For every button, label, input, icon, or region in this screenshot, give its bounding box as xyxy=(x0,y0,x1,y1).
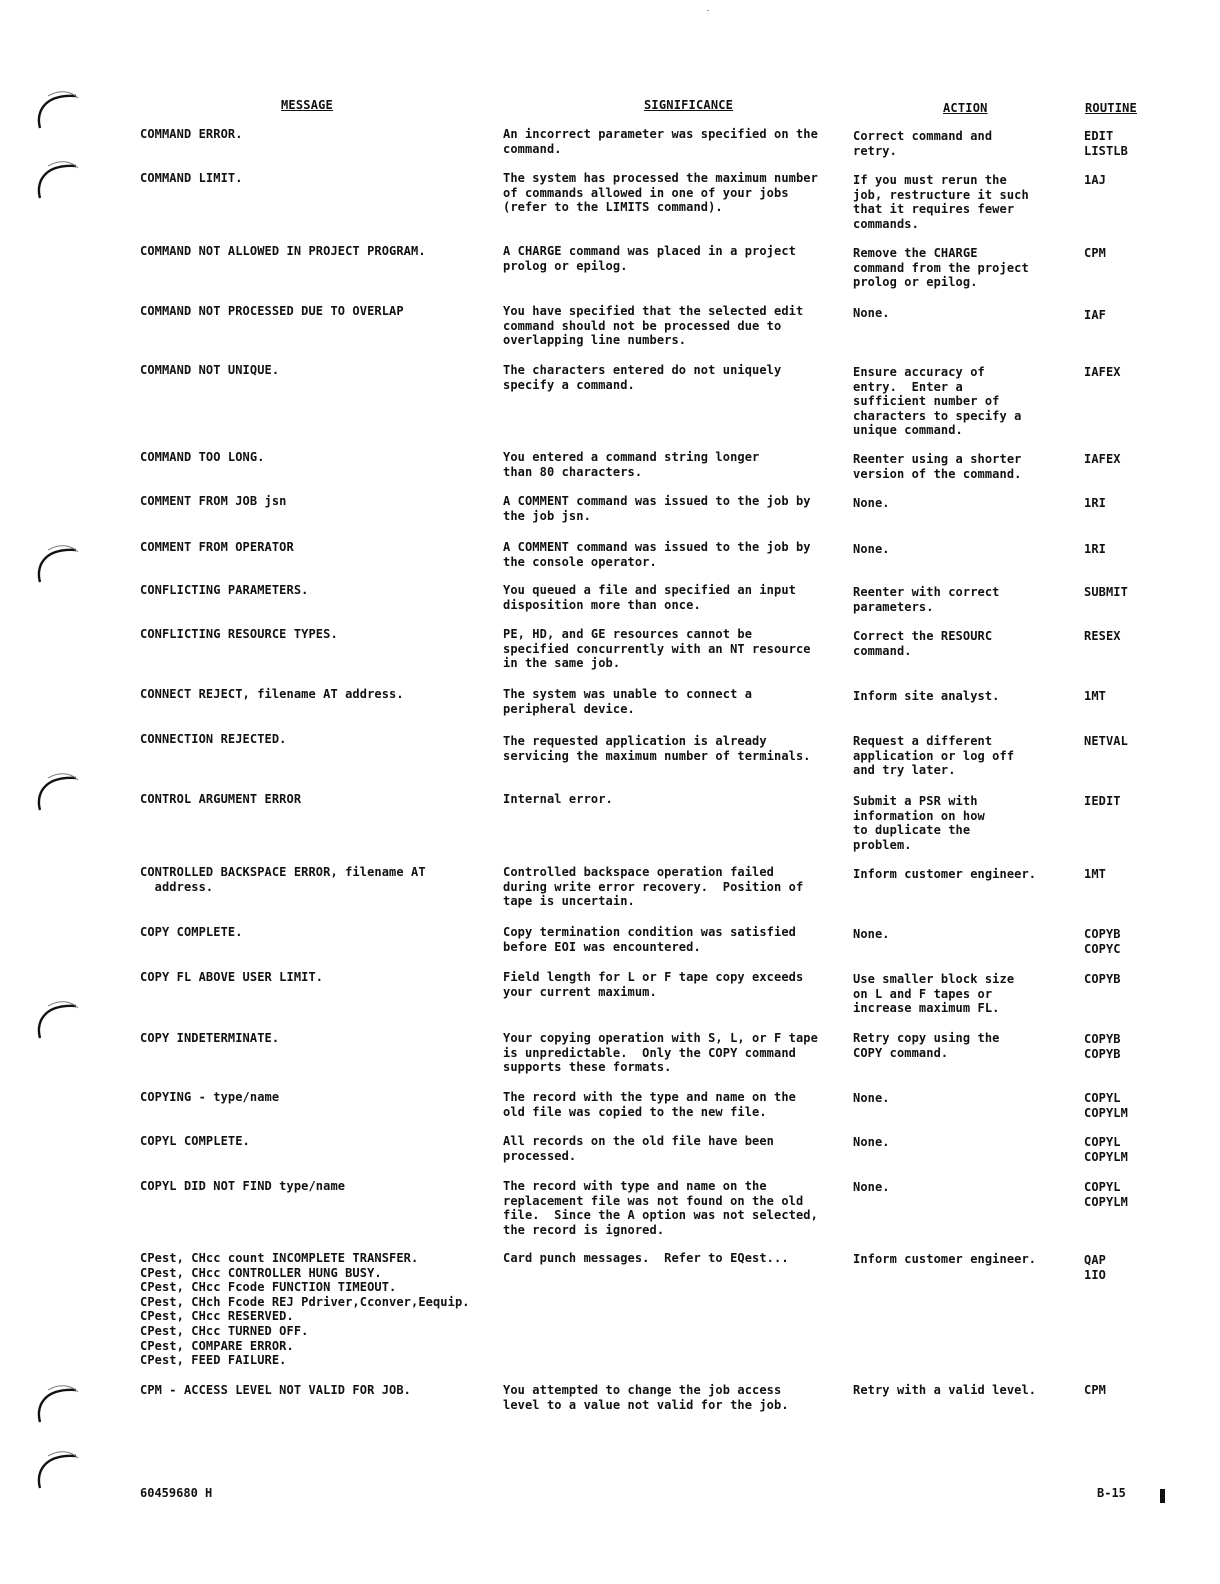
routine-cell: COPYB COPYC xyxy=(1084,927,1121,956)
routine-cell: CPM xyxy=(1084,1383,1106,1397)
message-cell: CPM - ACCESS LEVEL NOT VALID FOR JOB. xyxy=(140,1383,412,1397)
significance-cell: Internal error. xyxy=(503,792,613,806)
routine-cell: IAFEX xyxy=(1084,365,1121,379)
routine-cell: COPYL COPYLM xyxy=(1084,1091,1128,1120)
routine-cell: IAFEX xyxy=(1084,452,1121,466)
significance-cell: You have specified that the selected edit command should not be processed due to overlapping line numbers. xyxy=(503,304,804,348)
message-cell: COMMAND NOT PROCESSED DUE TO OVERLAP xyxy=(140,304,404,318)
significance-cell: The system was unable to connect a peripheral device. xyxy=(503,687,753,716)
message-cell: COMMAND LIMIT. xyxy=(140,171,243,185)
significance-cell: Field length for L or F tape copy exceeds your current maximum. xyxy=(503,970,804,999)
significance-cell: Card punch messages. Refer to EQest... xyxy=(503,1251,789,1265)
header-routine: ROUTINE xyxy=(1085,101,1137,115)
message-cell: CONTROLLED BACKSPACE ERROR, filename AT address. xyxy=(140,865,426,894)
message-cell: CONNECTION REJECTED. xyxy=(140,732,287,746)
binder-hole-icon xyxy=(34,154,82,202)
routine-cell: EDIT LISTLB xyxy=(1084,129,1128,158)
message-cell: CONNECT REJECT, filename AT address. xyxy=(140,687,404,701)
message-cell: COMMAND NOT UNIQUE. xyxy=(140,363,280,377)
action-cell: Ensure accuracy of entry. Enter a sufficient number of characters to specify a unique command. xyxy=(853,365,1022,438)
action-cell: If you must rerun the job, restructure it such that it requires fewer commands. xyxy=(853,173,1029,231)
significance-cell: An incorrect parameter was specified on the command. xyxy=(503,127,818,156)
binder-hole-icon xyxy=(34,1378,82,1426)
message-cell: COMMAND TOO LONG. xyxy=(140,450,265,464)
message-cell: CONFLICTING PARAMETERS. xyxy=(140,583,309,597)
message-cell: COPY COMPLETE. xyxy=(140,925,243,939)
message-cell: COMMENT FROM OPERATOR xyxy=(140,540,294,554)
message-cell: CONFLICTING RESOURCE TYPES. xyxy=(140,627,338,641)
significance-cell: A COMMENT command was issued to the job by the job jsn. xyxy=(503,494,811,523)
change-bar xyxy=(1160,1489,1165,1503)
action-cell: None. xyxy=(853,496,890,510)
routine-cell: COPYL COPYLM xyxy=(1084,1135,1128,1164)
action-cell: None. xyxy=(853,1180,890,1194)
message-cell: COMMAND NOT ALLOWED IN PROJECT PROGRAM. xyxy=(140,244,426,258)
action-cell: Inform site analyst. xyxy=(853,689,1000,703)
message-cell: CONTROL ARGUMENT ERROR xyxy=(140,792,302,806)
document-number: 60459680 H xyxy=(140,1486,213,1500)
action-cell: Submit a PSR with information on how to duplicate the problem. xyxy=(853,794,985,852)
binder-hole-icon xyxy=(34,766,82,814)
message-cell: COPY FL ABOVE USER LIMIT. xyxy=(140,970,324,984)
routine-cell: 1RI xyxy=(1084,542,1106,556)
significance-cell: The system has processed the maximum number of commands allowed in one of your jobs (refer to the LIMITS command). xyxy=(503,171,818,215)
header-message: MESSAGE xyxy=(281,98,333,112)
message-cell: COPY INDETERMINATE. xyxy=(140,1031,280,1045)
action-cell: Correct command and retry. xyxy=(853,129,993,158)
significance-cell: Your copying operation with S, L, or F tape is unpredictable. Only the COPY command supports these formats. xyxy=(503,1031,818,1075)
significance-cell: You entered a command string longer than 80 characters. xyxy=(503,450,760,479)
binder-hole-icon xyxy=(34,1444,82,1492)
routine-cell: 1RI xyxy=(1084,496,1106,510)
binder-hole-icon xyxy=(34,994,82,1042)
routine-cell: COPYB COPYB xyxy=(1084,1032,1121,1061)
routine-cell: CPM xyxy=(1084,246,1106,260)
action-cell: Retry with a valid level. xyxy=(853,1383,1037,1397)
message-cell: COPYL COMPLETE. xyxy=(140,1134,250,1148)
routine-cell: 1MT xyxy=(1084,689,1106,703)
action-cell: Inform customer engineer. xyxy=(853,867,1037,881)
action-cell: Reenter with correct parameters. xyxy=(853,585,1000,614)
action-cell: None. xyxy=(853,1135,890,1149)
action-cell: None. xyxy=(853,306,890,320)
binder-hole-icon xyxy=(34,84,82,132)
page-number: B-15 xyxy=(1097,1486,1126,1500)
action-cell: Retry copy using the COPY command. xyxy=(853,1031,1000,1060)
routine-cell: SUBMIT xyxy=(1084,585,1128,599)
header-action: ACTION xyxy=(943,101,988,115)
routine-cell: COPYB xyxy=(1084,972,1121,986)
significance-cell: The characters entered do not uniquely specify a command. xyxy=(503,363,782,392)
significance-cell: Controlled backspace operation failed during write error recovery. Position of tape is uncertain. xyxy=(503,865,804,909)
action-cell: Reenter using a shorter version of the command. xyxy=(853,452,1022,481)
significance-cell: The record with the type and name on the old file was copied to the new file. xyxy=(503,1090,796,1119)
routine-cell: 1AJ xyxy=(1084,173,1106,187)
header-significance: SIGNIFICANCE xyxy=(644,98,734,112)
routine-cell: IEDIT xyxy=(1084,794,1121,808)
scan-speck xyxy=(707,10,709,11)
significance-cell: A CHARGE command was placed in a project prolog or epilog. xyxy=(503,244,796,273)
significance-cell: Copy termination condition was satisfied before EOI was encountered. xyxy=(503,925,796,954)
routine-cell: NETVAL xyxy=(1084,734,1128,748)
action-cell: Inform customer engineer. xyxy=(853,1252,1037,1266)
routine-cell: COPYL COPYLM xyxy=(1084,1180,1128,1209)
action-cell: None. xyxy=(853,1091,890,1105)
significance-cell: You attempted to change the job access level to a value not valid for the job. xyxy=(503,1383,789,1412)
significance-cell: You queued a file and specified an input disposition more than once. xyxy=(503,583,796,612)
action-cell: None. xyxy=(853,927,890,941)
message-cell: CPest, CHcc count INCOMPLETE TRANSFER. CPest, CHcc CONTROLLER HUNG BUSY. CPest, CHcc Fcode FUNCTION TIMEOUT. CPest, CHch Fcode REJ Pdriver,Cconver,Eequip. CPest, CHcc RESERVED. CPest, CHcc TURNED OFF. CPest, COMPARE ERROR. CPest, FEED FAILURE. xyxy=(140,1251,470,1368)
action-cell: Use smaller block size on L and F tapes or increase maximum FL. xyxy=(853,972,1015,1016)
routine-cell: 1MT xyxy=(1084,867,1106,881)
routine-cell: QAP 1IO xyxy=(1084,1253,1106,1282)
routine-cell: IAF xyxy=(1084,308,1106,322)
routine-cell: RESEX xyxy=(1084,629,1121,643)
significance-cell: A COMMENT command was issued to the job by the console operator. xyxy=(503,540,811,569)
significance-cell: The record with type and name on the replacement file was not found on the old file. Since the A option was not selected, the record is ignored. xyxy=(503,1179,818,1237)
action-cell: None. xyxy=(853,542,890,556)
message-cell: COPYING - type/name xyxy=(140,1090,280,1104)
binder-hole-icon xyxy=(34,538,82,586)
message-cell: COPYL DID NOT FIND type/name xyxy=(140,1179,346,1193)
message-cell: COMMAND ERROR. xyxy=(140,127,243,141)
significance-cell: All records on the old file have been processed. xyxy=(503,1134,775,1163)
action-cell: Request a different application or log off and try later. xyxy=(853,734,1015,778)
significance-cell: PE, HD, and GE resources cannot be specified concurrently with an NT resource in the same job. xyxy=(503,627,811,671)
action-cell: Correct the RESOURC command. xyxy=(853,629,993,658)
significance-cell: The requested application is already servicing the maximum number of terminals. xyxy=(503,734,811,763)
message-cell: COMMENT FROM JOB jsn xyxy=(140,494,287,508)
action-cell: Remove the CHARGE command from the project prolog or epilog. xyxy=(853,246,1029,290)
